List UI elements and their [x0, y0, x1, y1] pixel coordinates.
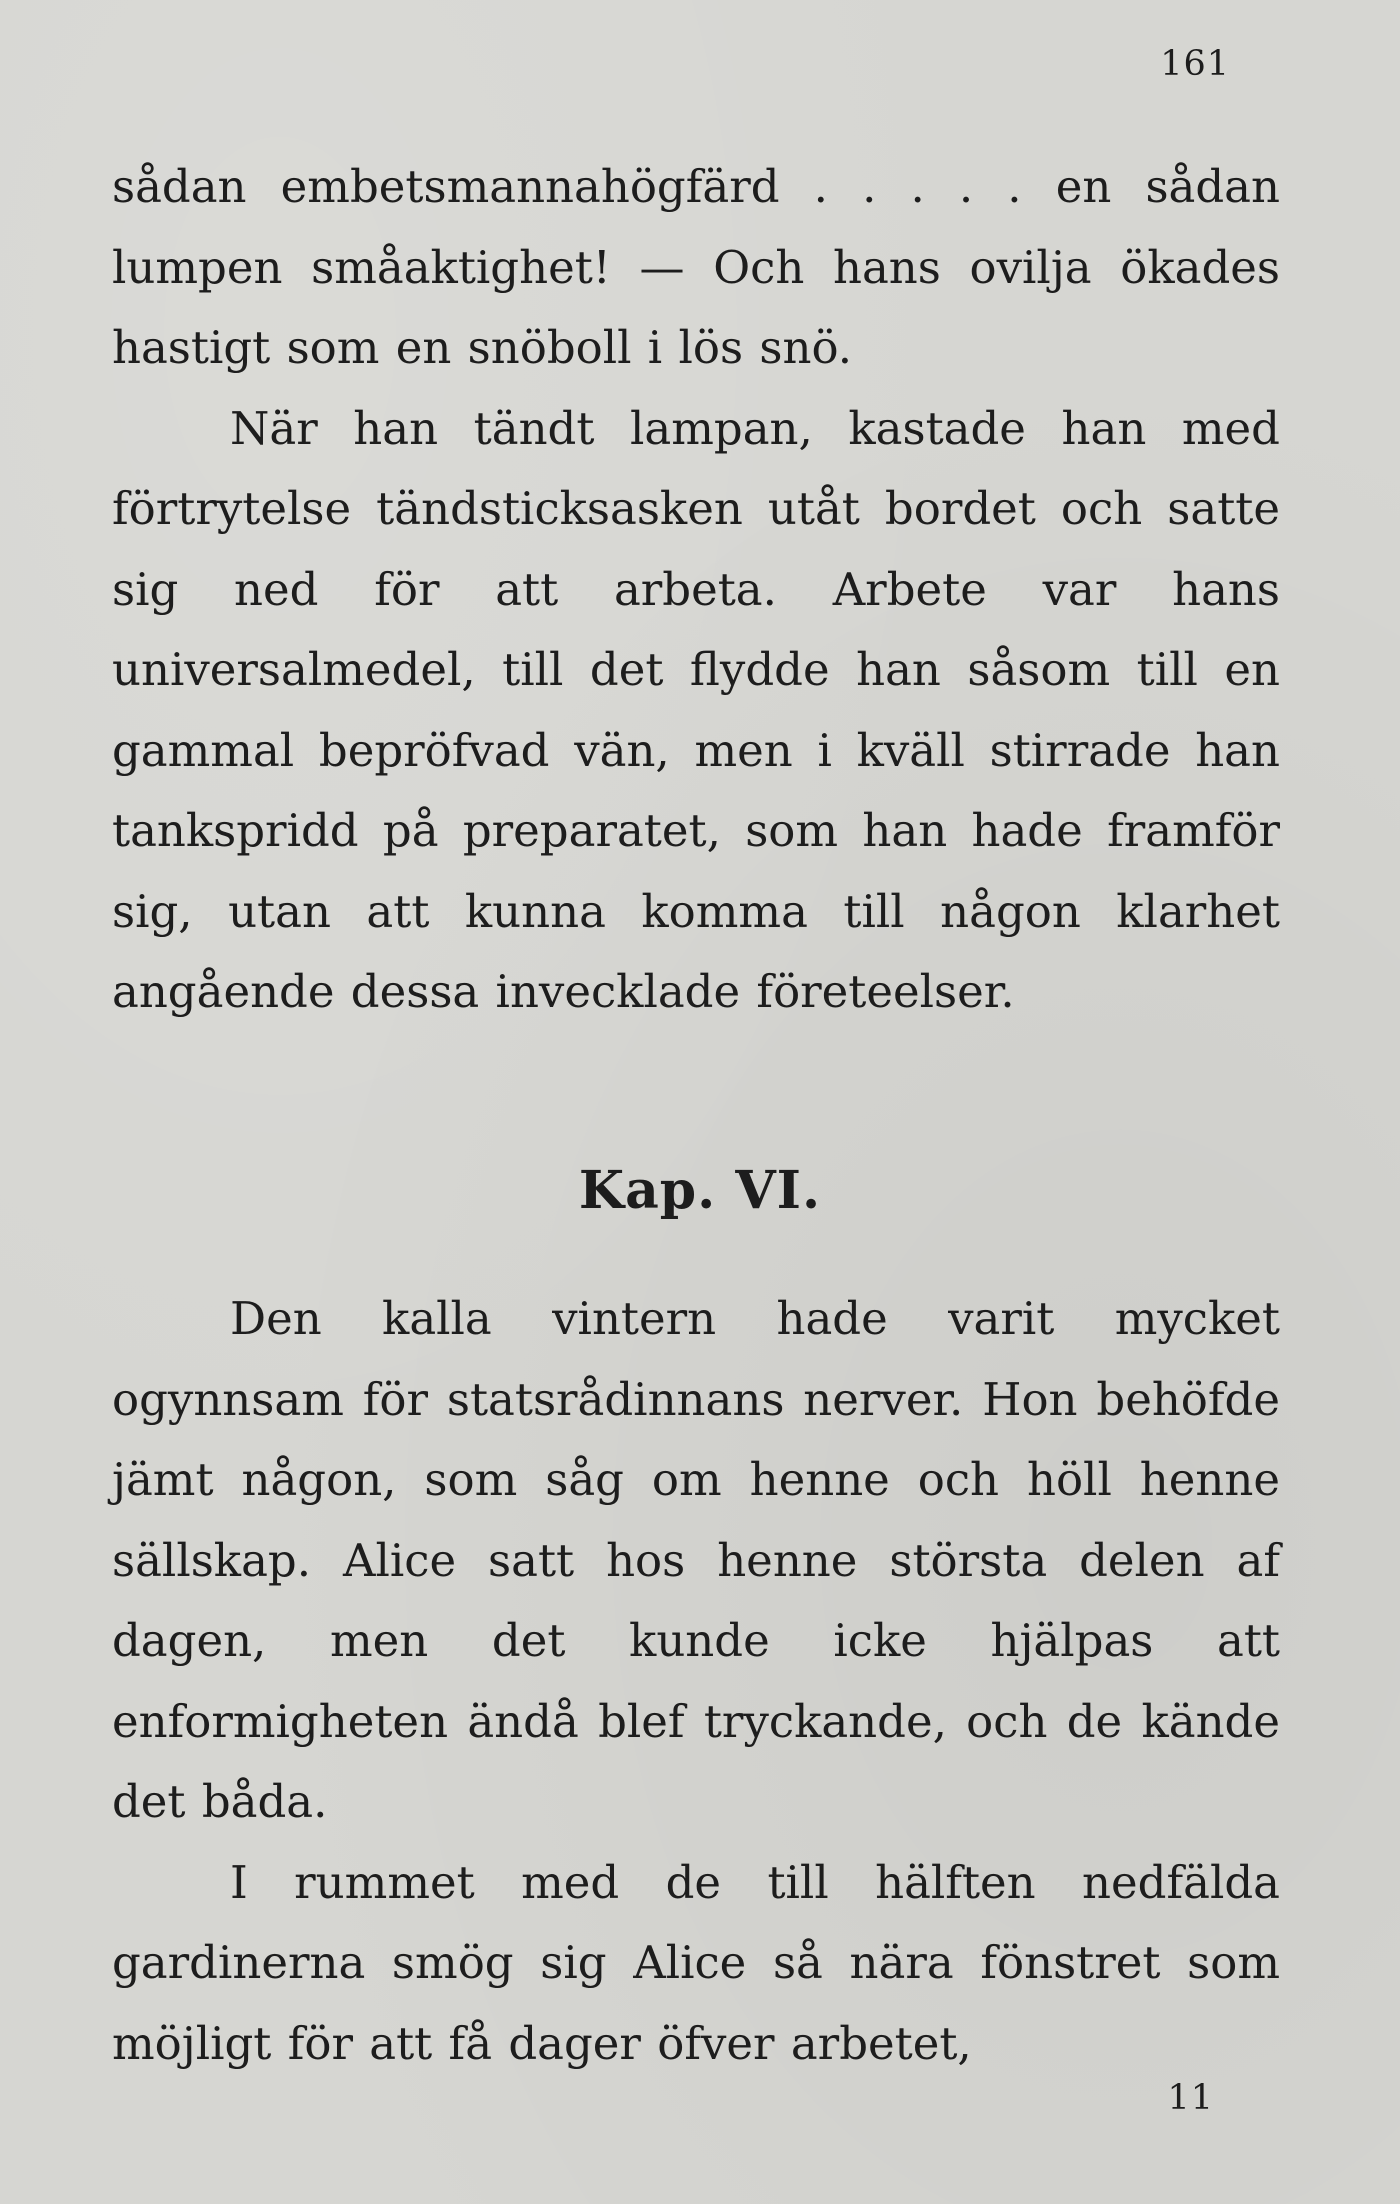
paragraph-winter: Den kalla vintern hade varit mycket ogynnsam för statsrådinnans nerver. Hon behöfde jämt någon, som såg om henne och höll henne sällskap. Alice satt hos henne största delen af dagen, men det kunde icke hjälpas att enformigheten ändå blef tryckande, och de kände det båda.	[112, 1292, 1280, 1828]
page-number: 161	[1160, 44, 1230, 84]
paragraph-room: I rummet med de till hälften nedfälda gardinerna smög sig Alice så nära fönstret som möjligt för att få dager öfver arbetet,	[112, 1855, 1280, 2070]
chapter-heading: Kap. VI.	[578, 1160, 822, 1221]
paragraph-lamp: När han tändt lampan, kastade han med förtrytelse tändsticksasken utåt bordet och satte sig ned för att arbeta. Arbete var hans universalmedel, till det flydde han såsom till en gammal bepröfvad vän, men i kväll stirrade han tankspridd på preparatet, som han hade framför sig, utan att kunna komma till någon klarhet angående dessa invecklade företeelser.	[112, 401, 1280, 1018]
text-before-chapter	[112, 147, 1280, 1033]
text-chapter-six	[112, 1279, 1280, 2084]
signature-mark: 11	[1167, 2078, 1214, 2118]
paragraph-continuation: sådan embetsmannahögfärd . . . . . en sådan lumpen småaktighet! — Och hans ovilja ökades hastigt som en snöboll i lös snö.	[112, 160, 1280, 374]
